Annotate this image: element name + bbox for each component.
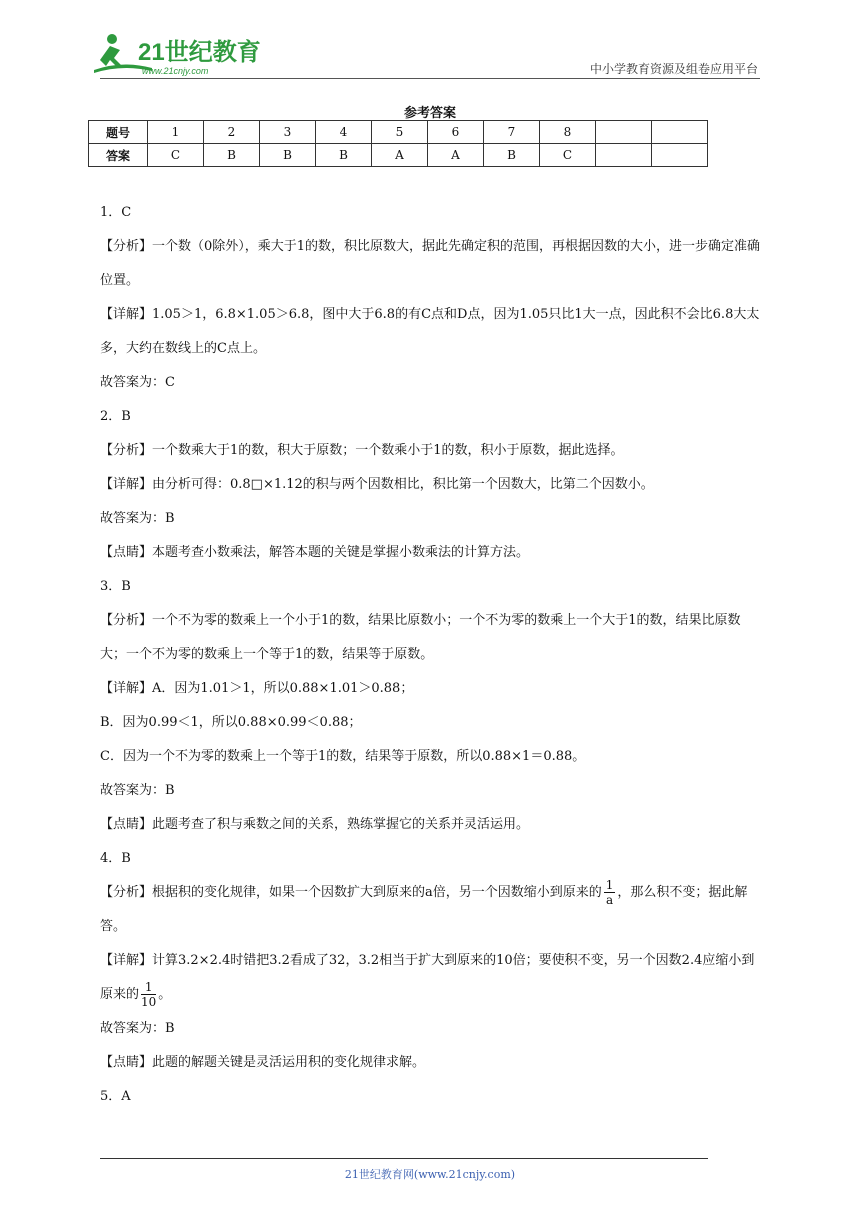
number-cell: 4 — [316, 121, 372, 144]
answer-cell: B — [316, 144, 372, 167]
answer-cell — [596, 144, 652, 167]
q2-comment: 【点睛】本题考查小数乘法，解答本题的关键是掌握小数乘法的计算方法。 — [100, 545, 530, 560]
answer-cell — [652, 144, 708, 167]
q1-analysis: 【分析】一个数（0除外），乘大于1的数，积比原数大，据此先确定积的范围，再根据因数的大小，进一步确定准确位置。 — [100, 239, 761, 288]
answer-cell: B — [204, 144, 260, 167]
number-cell: 7 — [484, 121, 540, 144]
q3-answer: 故答案为：B — [100, 783, 175, 798]
q4-answer: 故答案为：B — [100, 1021, 175, 1036]
q5-heading: 5．A — [100, 1089, 131, 1104]
header-divider — [100, 78, 760, 79]
answer-cell: C — [148, 144, 204, 167]
q4-detail-pre: 【详解】计算3.2×2.4时错把3.2看成了32，3.2相当于扩大到原来的10倍；要使积不变，另一个因数2.4应缩小到原来的 — [100, 953, 755, 1002]
q2-answer: 故答案为：B — [100, 511, 175, 526]
footer-link[interactable]: 21世纪教育网(www.21cnjy.com) — [344, 1168, 516, 1181]
q3-detail-a: 【详解】A．因为1.01＞1，所以0.88×1.01＞0.88； — [100, 681, 414, 696]
q3-analysis: 【分析】一个不为零的数乘上一个小于1的数，结果比原数小；一个不为零的数乘上一个大于1的数，结果比原数大；一个不为零的数乘上一个等于1的数，结果等于原数。 — [100, 613, 741, 662]
q2-heading: 2．B — [100, 409, 131, 424]
q4-heading: 4．B — [100, 851, 131, 866]
q4-analysis-pre: 【分析】根据积的变化规律，如果一个因数扩大到原来的a倍，另一个因数缩小到原来的 — [100, 885, 602, 900]
q4-analysis-post: ，那么积不变；据此解答。 — [100, 885, 748, 934]
fraction-numerator: 1 — [605, 878, 614, 892]
svg-text:www.21cnjy.com: www.21cnjy.com — [142, 66, 209, 76]
q1-detail: 【详解】1.05＞1，6.8×1.05＞6.8，图中大于6.8的有C点和D点，因为1.05只比1大一点，因此积不会比6.8大太多，大约在数线上的C点上。 — [100, 307, 760, 356]
answer-cell: B — [484, 144, 540, 167]
q4-analysis — [100, 876, 762, 944]
fraction-denominator: a — [606, 893, 614, 907]
number-cell — [652, 121, 708, 144]
q1-answer: 故答案为：C — [100, 375, 175, 390]
number-cell: 1 — [148, 121, 204, 144]
q3-detail-c: C．因为一个不为零的数乘上一个等于1的数，结果等于原数，所以0.88×1＝0.88。 — [100, 749, 586, 764]
fraction-numerator: 1 — [141, 980, 156, 995]
number-cell: 6 — [428, 121, 484, 144]
answer-cell: B — [260, 144, 316, 167]
q4-detail — [100, 944, 762, 1012]
fraction-denominator: 10 — [141, 995, 157, 1009]
q3-heading: 3．B — [100, 579, 131, 594]
fraction — [141, 980, 156, 1009]
row-label-answer: 答案 — [89, 144, 148, 167]
answer-cell: A — [372, 144, 428, 167]
platform-name: 中小学教育资源及组卷应用平台 — [589, 62, 758, 76]
page-header — [0, 0, 860, 82]
q2-analysis: 【分析】一个数乘大于1的数，积大于原数；一个数乘小于1的数，积小于原数，据此选择。 — [100, 443, 624, 458]
answer-table — [88, 120, 708, 167]
solutions — [100, 196, 762, 1114]
question-number-row — [89, 121, 708, 144]
q3-comment: 【点睛】此题考查了积与乘数之间的关系，熟练掌握它的关系并灵活运用。 — [100, 817, 530, 832]
number-cell: 5 — [372, 121, 428, 144]
number-cell: 3 — [260, 121, 316, 144]
svg-text:21世纪教育: 21世纪教育 — [138, 39, 261, 66]
q2-detail: 【详解】由分析可得：0.8□×1.12的积与两个因数相比，积比第一个因数大，比第二个因数小。 — [100, 477, 654, 492]
row-label-number: 题号 — [89, 121, 148, 144]
answer-cell: A — [428, 144, 484, 167]
answer-title: 参考答案 — [403, 106, 456, 121]
footer-divider — [100, 1158, 708, 1159]
q1-heading: 1．C — [100, 205, 132, 220]
number-cell: 8 — [540, 121, 596, 144]
site-logo[interactable] — [92, 30, 262, 80]
answer-row — [89, 144, 708, 167]
q4-comment: 【点睛】此题的解题关键是灵活运用积的变化规律求解。 — [100, 1055, 426, 1070]
number-cell — [596, 121, 652, 144]
number-cell: 2 — [204, 121, 260, 144]
q3-detail-b: B．因为0.99＜1，所以0.88×0.99＜0.88； — [100, 715, 362, 730]
answer-cell: C — [540, 144, 596, 167]
fraction — [604, 878, 616, 907]
q4-detail-post: 。 — [158, 987, 172, 1002]
